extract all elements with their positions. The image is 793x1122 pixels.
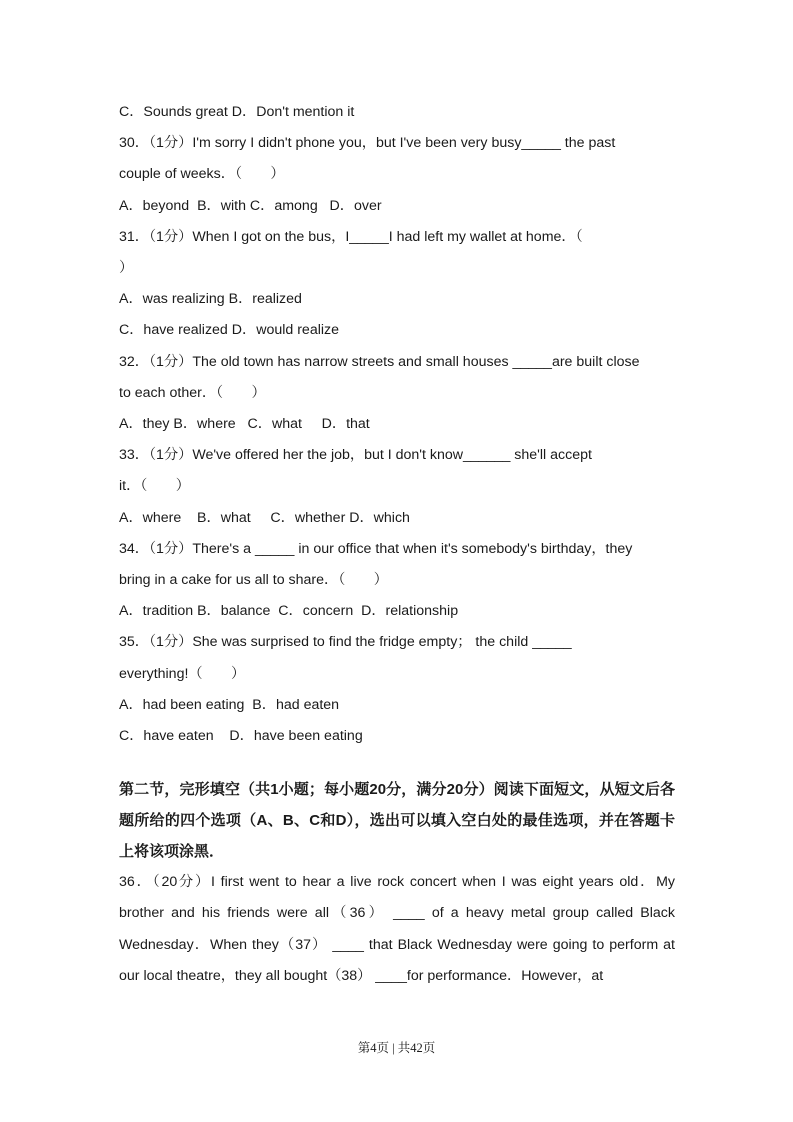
q35-options-cd: C．have eaten D．have been eating [119,728,363,745]
page-footer: 第4页 | 共42页 [357,1041,436,1055]
q35-stem-line-1: 35．（1分）She was surprised to find the fridge empty； the child _____ [119,634,572,651]
q31-stem-line-2: ） [119,260,134,277]
q32-options: A．they B．where C．what D．that [119,416,370,433]
q31-stem-line-1: 31．（1分）When I got on the bus，I_____I had left my wallet at home．（ [119,228,583,245]
q36-passage: 36．（20分）I first went to hear a live rock concert when I was eight years old．My brother and his friends were all（36） ____ of a heavy metal group called Black Wednesday．When they（37） ____ that Black Wednesday were going to perform at our local theatre，they all bought（38） ____for performance．However，at [119,874,675,984]
section-heading: 第二节，完形填空（共1小题；每小题20分，满分20分）阅读下面短文，从短文后各题所给的四个选项（A、B、C和D），选出可以填入空白处的最佳选项，并在答题卡上将该项涂黑． [119,781,675,861]
q31-options-cd: C．have realized D．would realize [119,322,340,339]
q33-options: A．where B．what C．whether D．which [119,509,410,526]
q34-options: A．tradition B．balance C．concern D．relationship [119,603,459,620]
q33-stem-line-1: 33．（1分）We've offered her the job，but I don't know______ she'll accept [119,447,592,464]
q30-stem-line-2: couple of weeks．（ ） [119,166,285,183]
q30-options: A．beyond B．with C．among D．over [119,197,382,214]
q32-stem-line-2: to each other．（ ） [119,384,266,401]
q35-stem-line-2: everything!（ ） [119,665,246,682]
q32-stem-line-1: 32．（1分）The old town has narrow streets and small houses _____are built close [119,353,640,370]
q29-options-cd: C．Sounds great D．Don't mention it [119,104,355,120]
q35-options-ab: A．had been eating B．had eaten [119,696,340,713]
q34-stem-line-2: bring in a cake for us all to share．（ ） [119,572,388,589]
q30-stem-line-1: 30．（1分）I'm sorry I didn't phone you，but I've been very busy_____ the past [119,135,616,152]
q34-stem-line-1: 34．（1分）There's a _____ in our office that when it's somebody's birthday，they [119,540,633,557]
question-content [119,97,675,992]
q31-options-ab: A．was realizing B．realized [119,291,302,308]
q33-stem-line-2: it．（ ） [119,478,190,495]
